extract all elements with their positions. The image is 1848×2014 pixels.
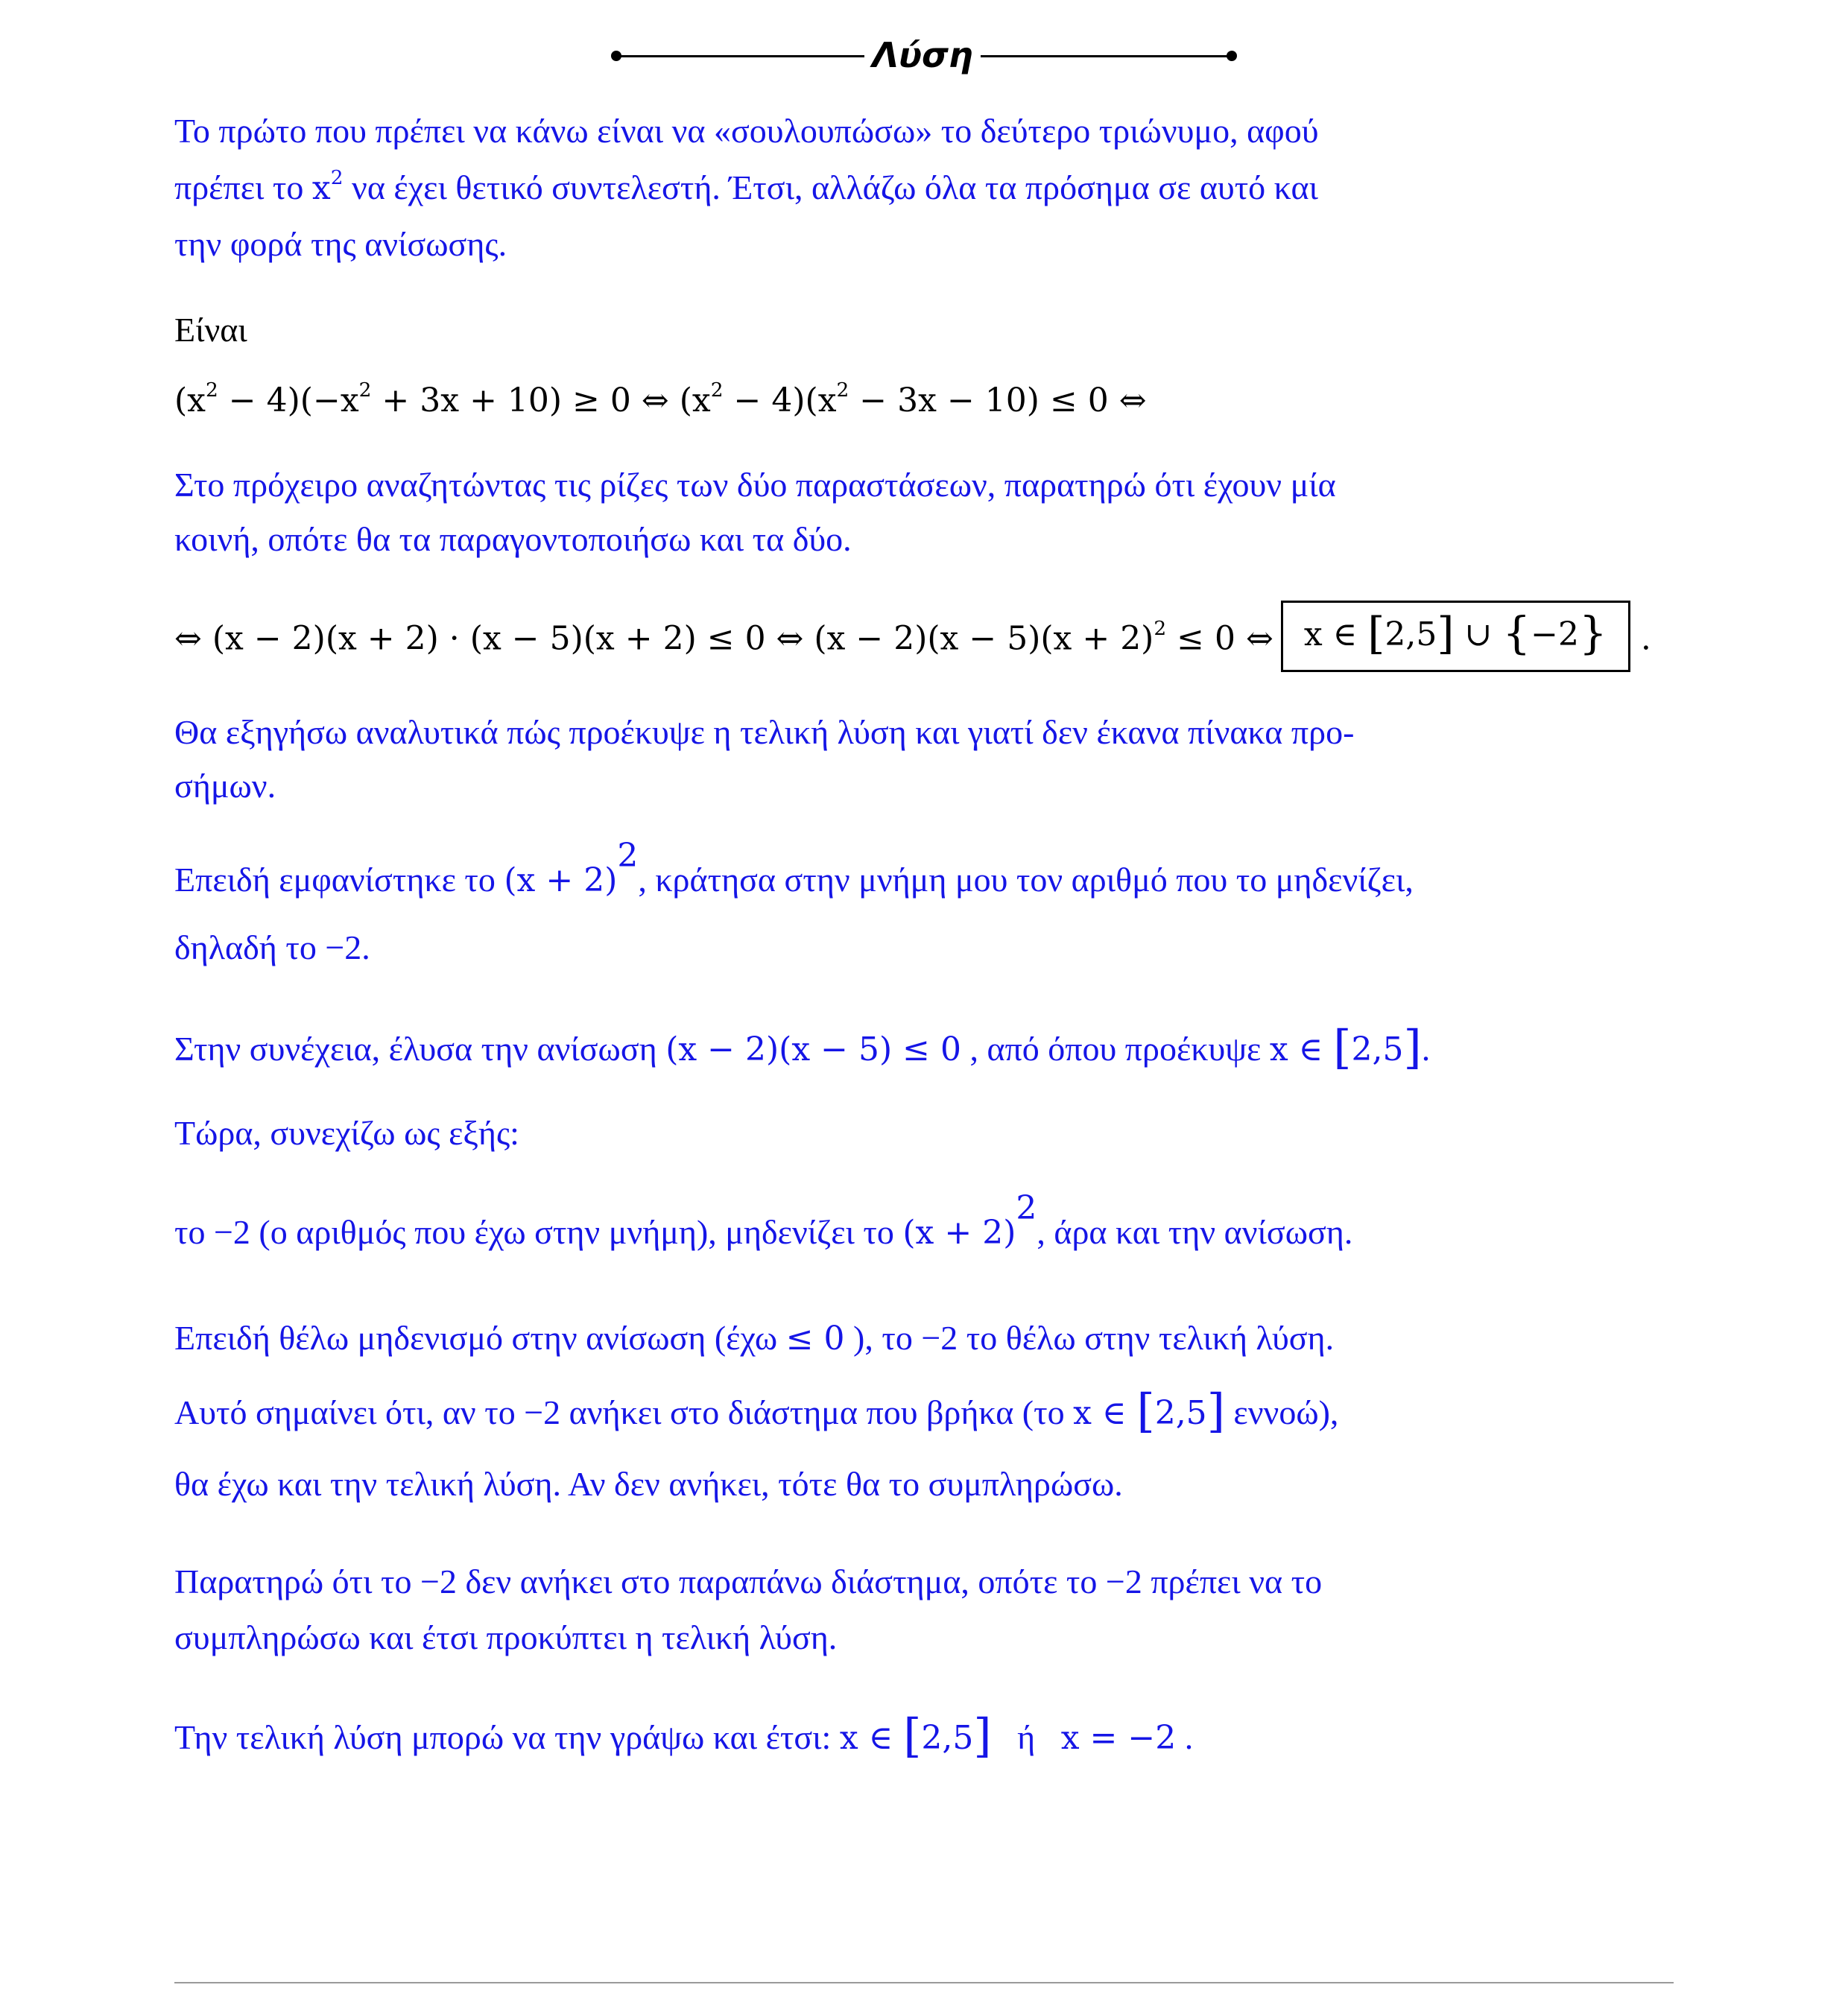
paragraph-1-line-1: Το πρώτο που πρέπει να κάνω είναι να «σουλουπώσω» το δεύτερο τριώνυμο, αφού [174,112,1319,150]
math-run: (x + 2) [902,1214,1016,1252]
header-dot-right [1227,51,1237,61]
interval: 2,5 [1154,1394,1207,1432]
math-run: x ∈ [839,1719,904,1757]
paragraph-2-line-1: Στο πρόχειρο αναζητώντας τις ρίζες των δύο παραστάσεων, παρατηρώ ότι έχουν μία [174,466,1336,504]
interval: 2,5 [1385,615,1437,653]
math-run: − 3x − 10) ≤ 0 ⇔ [849,381,1147,419]
exponent: 2 [1154,616,1167,640]
equation-1 [174,379,1147,423]
paragraph-8-line-2 [174,1383,1339,1438]
paragraph-4-line-1 [174,837,1414,902]
boxed-answer [1281,601,1630,672]
right-bracket: ] [973,1708,992,1763]
math-run: x = −2 [1060,1719,1177,1757]
paragraph-2-line-2: κοινή, οπότε θα τα παραγοντοποιήσω και τα δύο. [174,520,852,558]
text-run: Αυτό σημαίνει ότι, αν το −2 ανήκει στο διάστημα που βρήκα (το [174,1393,1074,1431]
paragraph-3-line-2: σήμων. [174,767,276,805]
text-run: Την τελική λύση μπορώ να την γράψω και έτσι: [174,1718,840,1756]
paragraph-4-line-2: δηλαδή το −2. [174,928,370,966]
paragraph-1-line-2 [174,165,1318,210]
text-run: Επειδή εμφανίστηκε το [174,861,504,899]
math-x [311,166,344,207]
equation-2 [174,605,1651,659]
right-bracket: ] [1403,1019,1422,1074]
einai-label: Είναι [174,311,247,349]
math-run: + 3x + 10) ≥ 0 ⇔ (x [371,381,711,419]
union-symbol: ∪ [1454,615,1503,653]
footer-rule [174,1982,1674,1983]
math-run: x ∈ [1303,615,1368,653]
or-word: ή [991,1718,1061,1756]
left-brace: { [1502,607,1531,659]
section-header [611,33,1237,77]
interval: 2,5 [1351,1030,1404,1068]
text-run: , από όπου προέκυψε [961,1030,1270,1068]
exponent: 2 [836,379,849,402]
paragraph-1-line-3: την φορά της ανίσωσης. [174,225,507,263]
math-run: ≤ 0 [785,1320,845,1358]
text-run: Επειδή θέλω μηδενισμό στην ανίσωση (έχω [174,1319,786,1357]
text-run: να έχει θετικό συντελεστή. Έτσι, αλλάζω όλα τα πρόσημα σε αυτό και [343,168,1318,206]
paragraph-5 [174,1019,1431,1074]
left-bracket: [ [1136,1383,1155,1438]
math-run: (x [174,381,206,419]
text-run: , κράτησα στην μνήμη μου τον αριθμό που το μηδενίζει, [638,861,1414,899]
exponent: 2 [358,379,372,402]
text-run: Στην συνέχεια, έλυσα την ανίσωση [174,1030,666,1068]
paragraph-8-line-1 [174,1316,1334,1361]
text-run: . [1421,1030,1431,1068]
exponent: 2 [205,379,218,402]
left-bracket: [ [903,1708,922,1763]
paragraph-8-line-3: θα έχω και την τελική λύση. Αν δεν ανήκει, τότε θα το συμπληρώσω. [174,1465,1123,1503]
right-bracket: ] [1437,607,1455,659]
math-run: ≤ 0 ⇔ [1166,619,1273,658]
math-run: (x + 2) [504,861,618,899]
text-run: ), το −2 το θέλω στην τελική λύση. [844,1319,1335,1357]
right-bracket: ] [1206,1383,1225,1438]
exponent: 2 [617,837,639,875]
exponent: 2 [330,166,344,190]
paragraph-7 [174,1189,1353,1255]
exponent: 2 [1016,1189,1037,1227]
text-run: πρέπει το [174,168,312,206]
header-rule-right [981,55,1232,57]
header-rule-left [617,55,864,57]
interval: 2,5 [921,1719,974,1757]
paragraph-6: Τώρα, συνεχίζω ως εξής: [174,1114,519,1152]
set-element: −2 [1531,615,1580,653]
text-run: το −2 (ο αριθμός που έχω στην μνήμη), μηδενίζει το [174,1213,903,1251]
math-run: ⇔ (x − 2)(x + 2) · (x − 5)(x + 2) ≤ 0 ⇔ (x − 2)(x − 5)(x + 2) [174,619,1154,658]
left-bracket: [ [1367,607,1385,659]
text-run: εννοώ), [1224,1393,1339,1431]
math-run: x ∈ [1073,1394,1137,1432]
right-brace: } [1579,607,1607,659]
math-run: x ∈ [1269,1030,1334,1068]
math-var: x [311,169,331,207]
text-run: , άρα και την ανίσωση. [1037,1213,1353,1251]
paragraph-9-line-1: Παρατηρώ ότι το −2 δεν ανήκει στο παραπάνω διάστημα, οπότε το −2 πρέπει να το [174,1562,1323,1600]
math-run: (x − 2)(x − 5) ≤ 0 [665,1030,961,1068]
paragraph-10 [174,1708,1194,1763]
section-title: Λύση [872,35,973,75]
paragraph-9-line-2: συμπληρώσω και έτσι προκύπτει η τελική λύση. [174,1618,838,1656]
text-run: . [1176,1718,1194,1756]
paragraph-3-line-1: Θα εξηγήσω αναλυτικά πώς προέκυψε η τελική λύση και γιατί δεν έκανα πίνακα προ- [174,713,1355,751]
left-bracket: [ [1333,1019,1352,1074]
math-run: − 4)(x [723,381,837,419]
exponent: 2 [710,379,724,402]
math-run: − 4)(−x [218,381,359,419]
math-run: . [1630,619,1651,658]
